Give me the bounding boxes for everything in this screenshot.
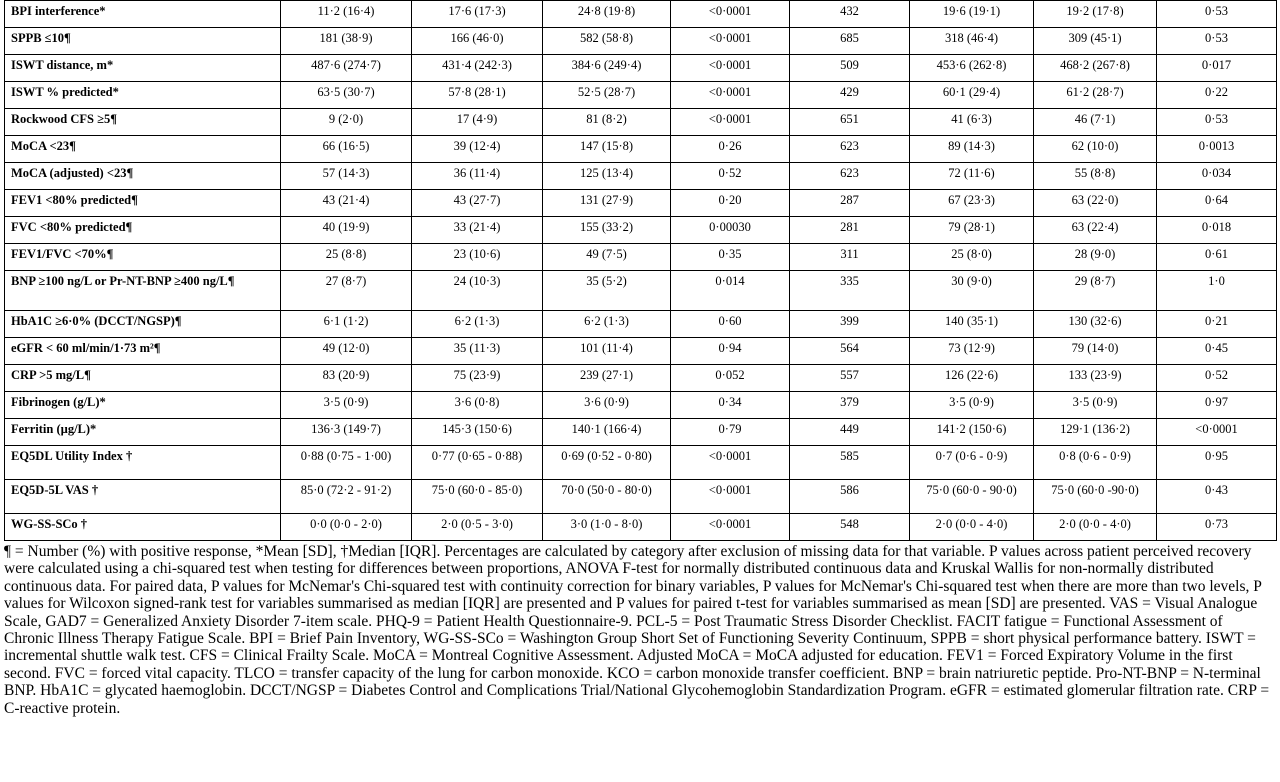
table-cell: 125 (13·4) <box>543 163 671 190</box>
table-cell: 586 <box>790 480 910 514</box>
table-cell: 35 (11·3) <box>412 338 543 365</box>
table-cell: 0·79 <box>671 419 790 446</box>
table-cell: 61·2 (28·7) <box>1034 82 1157 109</box>
table-cell: 379 <box>790 392 910 419</box>
row-label: EQ5D-5L VAS † <box>5 480 281 514</box>
row-label: eGFR < 60 ml/min/1·73 m²¶ <box>5 338 281 365</box>
table-cell: 30 (9·0) <box>910 271 1034 311</box>
table-cell: 33 (21·4) <box>412 217 543 244</box>
table-cell: 0·8 (0·6 - 0·9) <box>1034 446 1157 480</box>
table-cell: 509 <box>790 55 910 82</box>
table-cell: 0·64 <box>1157 190 1277 217</box>
table-cell: 0·35 <box>671 244 790 271</box>
table-cell: 585 <box>790 446 910 480</box>
table-cell: 0·018 <box>1157 217 1277 244</box>
row-label: ISWT % predicted* <box>5 82 281 109</box>
table-cell: 0·95 <box>1157 446 1277 480</box>
table-cell: 126 (22·6) <box>910 365 1034 392</box>
table-row <box>5 1 1277 28</box>
table-cell: 0·97 <box>1157 392 1277 419</box>
table-cell: <0·0001 <box>671 1 790 28</box>
table-cell: 63·5 (30·7) <box>281 82 412 109</box>
table-cell: 145·3 (150·6) <box>412 419 543 446</box>
table-cell: 43 (27·7) <box>412 190 543 217</box>
table-cell: 2·0 (0·0 - 4·0) <box>1034 514 1157 541</box>
table-cell: 140 (35·1) <box>910 311 1034 338</box>
table-cell: 25 (8·8) <box>281 244 412 271</box>
row-label: MoCA <23¶ <box>5 136 281 163</box>
table-cell: 0·034 <box>1157 163 1277 190</box>
table-cell: 11·2 (16·4) <box>281 1 412 28</box>
table-cell: 623 <box>790 163 910 190</box>
table-cell: 623 <box>790 136 910 163</box>
table-row <box>5 271 1277 311</box>
table-cell: 2·0 (0·5 - 3·0) <box>412 514 543 541</box>
table-cell: 0·7 (0·6 - 0·9) <box>910 446 1034 480</box>
results-table <box>4 0 1277 541</box>
row-label: Ferritin (µg/L)* <box>5 419 281 446</box>
table-cell: <0·0001 <box>671 82 790 109</box>
table-cell: 75 (23·9) <box>412 365 543 392</box>
table-cell: 55 (8·8) <box>1034 163 1157 190</box>
row-label: BNP ≥100 ng/L or Pr-NT-BNP ≥400 ng/L¶ <box>5 271 281 311</box>
table-cell: 36 (11·4) <box>412 163 543 190</box>
table-cell: 0·052 <box>671 365 790 392</box>
table-cell: 487·6 (274·7) <box>281 55 412 82</box>
table-cell: <0·0001 <box>1157 419 1277 446</box>
table-cell: 431·4 (242·3) <box>412 55 543 82</box>
row-label: MoCA (adjusted) <23¶ <box>5 163 281 190</box>
table-cell: 3·5 (0·9) <box>1034 392 1157 419</box>
table-cell: 429 <box>790 82 910 109</box>
table-row <box>5 163 1277 190</box>
table-cell: 651 <box>790 109 910 136</box>
table-cell: 0·73 <box>1157 514 1277 541</box>
table-cell: 0·017 <box>1157 55 1277 82</box>
table-cell: 75·0 (60·0 - 85·0) <box>412 480 543 514</box>
table-cell: 3·5 (0·9) <box>910 392 1034 419</box>
row-label: EQ5DL Utility Index † <box>5 446 281 480</box>
row-label: CRP >5 mg/L¶ <box>5 365 281 392</box>
table-cell: 89 (14·3) <box>910 136 1034 163</box>
table-cell: 17·6 (17·3) <box>412 1 543 28</box>
table-cell: 468·2 (267·8) <box>1034 55 1157 82</box>
table-cell: 60·1 (29·4) <box>910 82 1034 109</box>
table-cell: 0·43 <box>1157 480 1277 514</box>
table-cell: 548 <box>790 514 910 541</box>
table-row <box>5 446 1277 480</box>
table-cell: <0·0001 <box>671 109 790 136</box>
table-cell: 133 (23·9) <box>1034 365 1157 392</box>
table-cell: 24·8 (19·8) <box>543 1 671 28</box>
table-cell: 0·53 <box>1157 28 1277 55</box>
table-cell: 0·60 <box>671 311 790 338</box>
table-cell: 0·77 (0·65 - 0·88) <box>412 446 543 480</box>
table-cell: 453·6 (262·8) <box>910 55 1034 82</box>
table-body <box>5 1 1277 541</box>
table-cell: 6·1 (1·2) <box>281 311 412 338</box>
table-cell: 57 (14·3) <box>281 163 412 190</box>
table-cell: 449 <box>790 419 910 446</box>
table-cell: 1·0 <box>1157 271 1277 311</box>
table-cell: 0·00030 <box>671 217 790 244</box>
table-row <box>5 338 1277 365</box>
table-cell: 582 (58·8) <box>543 28 671 55</box>
table-row <box>5 217 1277 244</box>
table-cell: 49 (7·5) <box>543 244 671 271</box>
table-cell: 52·5 (28·7) <box>543 82 671 109</box>
table-cell: 81 (8·2) <box>543 109 671 136</box>
table-cell: 181 (38·9) <box>281 28 412 55</box>
table-cell: 130 (32·6) <box>1034 311 1157 338</box>
row-label: FEV1 <80% predicted¶ <box>5 190 281 217</box>
table-cell: 49 (12·0) <box>281 338 412 365</box>
table-cell: <0·0001 <box>671 28 790 55</box>
table-cell: 0·0013 <box>1157 136 1277 163</box>
table-cell: 83 (20·9) <box>281 365 412 392</box>
table-cell: 70·0 (50·0 - 80·0) <box>543 480 671 514</box>
table-cell: <0·0001 <box>671 480 790 514</box>
table-cell: 79 (28·1) <box>910 217 1034 244</box>
table-row <box>5 109 1277 136</box>
table-cell: <0·0001 <box>671 514 790 541</box>
table-cell: 166 (46·0) <box>412 28 543 55</box>
table-row <box>5 136 1277 163</box>
table-footnote: ¶ = Number (%) with positive response, *Mean [SD], †Median [IQR]. Percentages are calculated by category after exclusion of missing data for that variable. P values across patient perceived recovery were calculated using a chi-squared test when testing for differences between proportions, ANOVA F-test for normally distributed continuous data and Kruskal Wallis for non-normally distributed continuous data. For paired data, P values for McNemar's Chi-squared test with continuity correction for binary variables, P values for McNemar's Chi-squared test when there are more than two levels, P values for Wilcoxon signed-rank test for variables summarised as median [IQR] are presented and P values for paired t-test for variables summarised as mean [SD] are presented. VAS = Visual Analogue Scale, GAD7 = Generalized Anxiety Disorder 7-item scale. PHQ-9 = Patient Health Questionnaire-9. PCL-5 = Post Traumatic Stress Disorder Checklist. FACIT fatigue = Functional Assessment of Chronic Illness Therapy Fatigue Scale. BPI = Brief Pain Inventory, WG-SS-SCo = Washington Group Short Set of Functioning Severity Continuum, SPPB = short physical performance battery. ISWT = incremental shuttle walk test. CFS = Clinical Frailty Scale. MoCA = Montreal Cognitive Assessment. Adjusted MoCA = MoCA adjusted for education. FEV1 = Forced Expiratory Volume in the first second. FVC = forced vital capacity. TLCO = transfer capacity of the lung for carbon monoxide. KCO = carbon monoxide transfer coefficient. BNP = brain natriuretic peptide. Pro-NT-BNP = N-terminal BNP. HbA1C = glycated haemoglobin. DCCT/NGSP = Diabetes Control and Complications Trial/National Glycohemoglobin Standardization Program. eGFR = estimated glomerular filtration rate. CRP = C-reactive protein. <box>4 543 1270 717</box>
table-cell: 0·52 <box>1157 365 1277 392</box>
row-label: FEV1/FVC <70%¶ <box>5 244 281 271</box>
row-label: HbA1C ≥6·0% (DCCT/NGSP)¶ <box>5 311 281 338</box>
table-cell: 3·6 (0·9) <box>543 392 671 419</box>
row-label: BPI interference* <box>5 1 281 28</box>
table-cell: <0·0001 <box>671 55 790 82</box>
table-cell: 384·6 (249·4) <box>543 55 671 82</box>
table-cell: 24 (10·3) <box>412 271 543 311</box>
table-cell: 129·1 (136·2) <box>1034 419 1157 446</box>
row-label: FVC <80% predicted¶ <box>5 217 281 244</box>
table-cell: 28 (9·0) <box>1034 244 1157 271</box>
table-cell: 25 (8·0) <box>910 244 1034 271</box>
table-cell: 311 <box>790 244 910 271</box>
table-row <box>5 190 1277 217</box>
table-cell: 39 (12·4) <box>412 136 543 163</box>
table-cell: 75·0 (60·0 - 90·0) <box>910 480 1034 514</box>
table-cell: <0·0001 <box>671 446 790 480</box>
table-cell: 287 <box>790 190 910 217</box>
table-cell: 35 (5·2) <box>543 271 671 311</box>
table-cell: 29 (8·7) <box>1034 271 1157 311</box>
table-cell: 0·014 <box>671 271 790 311</box>
table-cell: 140·1 (166·4) <box>543 419 671 446</box>
table-cell: 147 (15·8) <box>543 136 671 163</box>
table-row <box>5 311 1277 338</box>
table-cell: 155 (33·2) <box>543 217 671 244</box>
table-cell: 557 <box>790 365 910 392</box>
table-row <box>5 82 1277 109</box>
table-row <box>5 480 1277 514</box>
table-cell: 6·2 (1·3) <box>412 311 543 338</box>
row-label: Rockwood CFS ≥5¶ <box>5 109 281 136</box>
table-cell: 136·3 (149·7) <box>281 419 412 446</box>
table-cell: 0·88 (0·75 - 1·00) <box>281 446 412 480</box>
table-cell: 0·34 <box>671 392 790 419</box>
table-cell: 73 (12·9) <box>910 338 1034 365</box>
table-cell: 0·45 <box>1157 338 1277 365</box>
table-cell: 0·20 <box>671 190 790 217</box>
row-label: Fibrinogen (g/L)* <box>5 392 281 419</box>
table-cell: 62 (10·0) <box>1034 136 1157 163</box>
table-cell: 318 (46·4) <box>910 28 1034 55</box>
table-cell: 685 <box>790 28 910 55</box>
table-cell: 281 <box>790 217 910 244</box>
table-row <box>5 392 1277 419</box>
table-cell: 399 <box>790 311 910 338</box>
table-row <box>5 365 1277 392</box>
table-row <box>5 28 1277 55</box>
table-cell: 43 (21·4) <box>281 190 412 217</box>
table-cell: 9 (2·0) <box>281 109 412 136</box>
table-cell: 309 (45·1) <box>1034 28 1157 55</box>
table-row <box>5 419 1277 446</box>
table-cell: 131 (27·9) <box>543 190 671 217</box>
table-cell: 239 (27·1) <box>543 365 671 392</box>
table-cell: 66 (16·5) <box>281 136 412 163</box>
table-cell: 3·5 (0·9) <box>281 392 412 419</box>
table-cell: 0·22 <box>1157 82 1277 109</box>
table-row <box>5 514 1277 541</box>
table-cell: 75·0 (60·0 -90·0) <box>1034 480 1157 514</box>
table-cell: 79 (14·0) <box>1034 338 1157 365</box>
table-cell: 46 (7·1) <box>1034 109 1157 136</box>
table-cell: 72 (11·6) <box>910 163 1034 190</box>
table-cell: 564 <box>790 338 910 365</box>
table-cell: 0·26 <box>671 136 790 163</box>
table-cell: 19·2 (17·8) <box>1034 1 1157 28</box>
table-cell: 3·6 (0·8) <box>412 392 543 419</box>
table-cell: 335 <box>790 271 910 311</box>
row-label: WG-SS-SCo † <box>5 514 281 541</box>
table-row <box>5 55 1277 82</box>
table-cell: 41 (6·3) <box>910 109 1034 136</box>
table-cell: 57·8 (28·1) <box>412 82 543 109</box>
table-cell: 0·69 (0·52 - 0·80) <box>543 446 671 480</box>
table-cell: 27 (8·7) <box>281 271 412 311</box>
table-cell: 0·61 <box>1157 244 1277 271</box>
table-cell: 40 (19·9) <box>281 217 412 244</box>
table-cell: 17 (4·9) <box>412 109 543 136</box>
table-cell: 6·2 (1·3) <box>543 311 671 338</box>
table-row <box>5 244 1277 271</box>
table-cell: 0·53 <box>1157 1 1277 28</box>
table-cell: 85·0 (72·2 - 91·2) <box>281 480 412 514</box>
table-cell: 67 (23·3) <box>910 190 1034 217</box>
table-cell: 19·6 (19·1) <box>910 1 1034 28</box>
table-cell: 3·0 (1·0 - 8·0) <box>543 514 671 541</box>
table-cell: 0·52 <box>671 163 790 190</box>
table-cell: 63 (22·0) <box>1034 190 1157 217</box>
table-cell: 141·2 (150·6) <box>910 419 1034 446</box>
table-cell: 23 (10·6) <box>412 244 543 271</box>
table-cell: 0·21 <box>1157 311 1277 338</box>
table-cell: 0·53 <box>1157 109 1277 136</box>
table-cell: 432 <box>790 1 910 28</box>
table-cell: 2·0 (0·0 - 4·0) <box>910 514 1034 541</box>
table-cell: 0·0 (0·0 - 2·0) <box>281 514 412 541</box>
table-cell: 63 (22·4) <box>1034 217 1157 244</box>
row-label: ISWT distance, m* <box>5 55 281 82</box>
table-cell: 101 (11·4) <box>543 338 671 365</box>
row-label: SPPB ≤10¶ <box>5 28 281 55</box>
table-cell: 0·94 <box>671 338 790 365</box>
